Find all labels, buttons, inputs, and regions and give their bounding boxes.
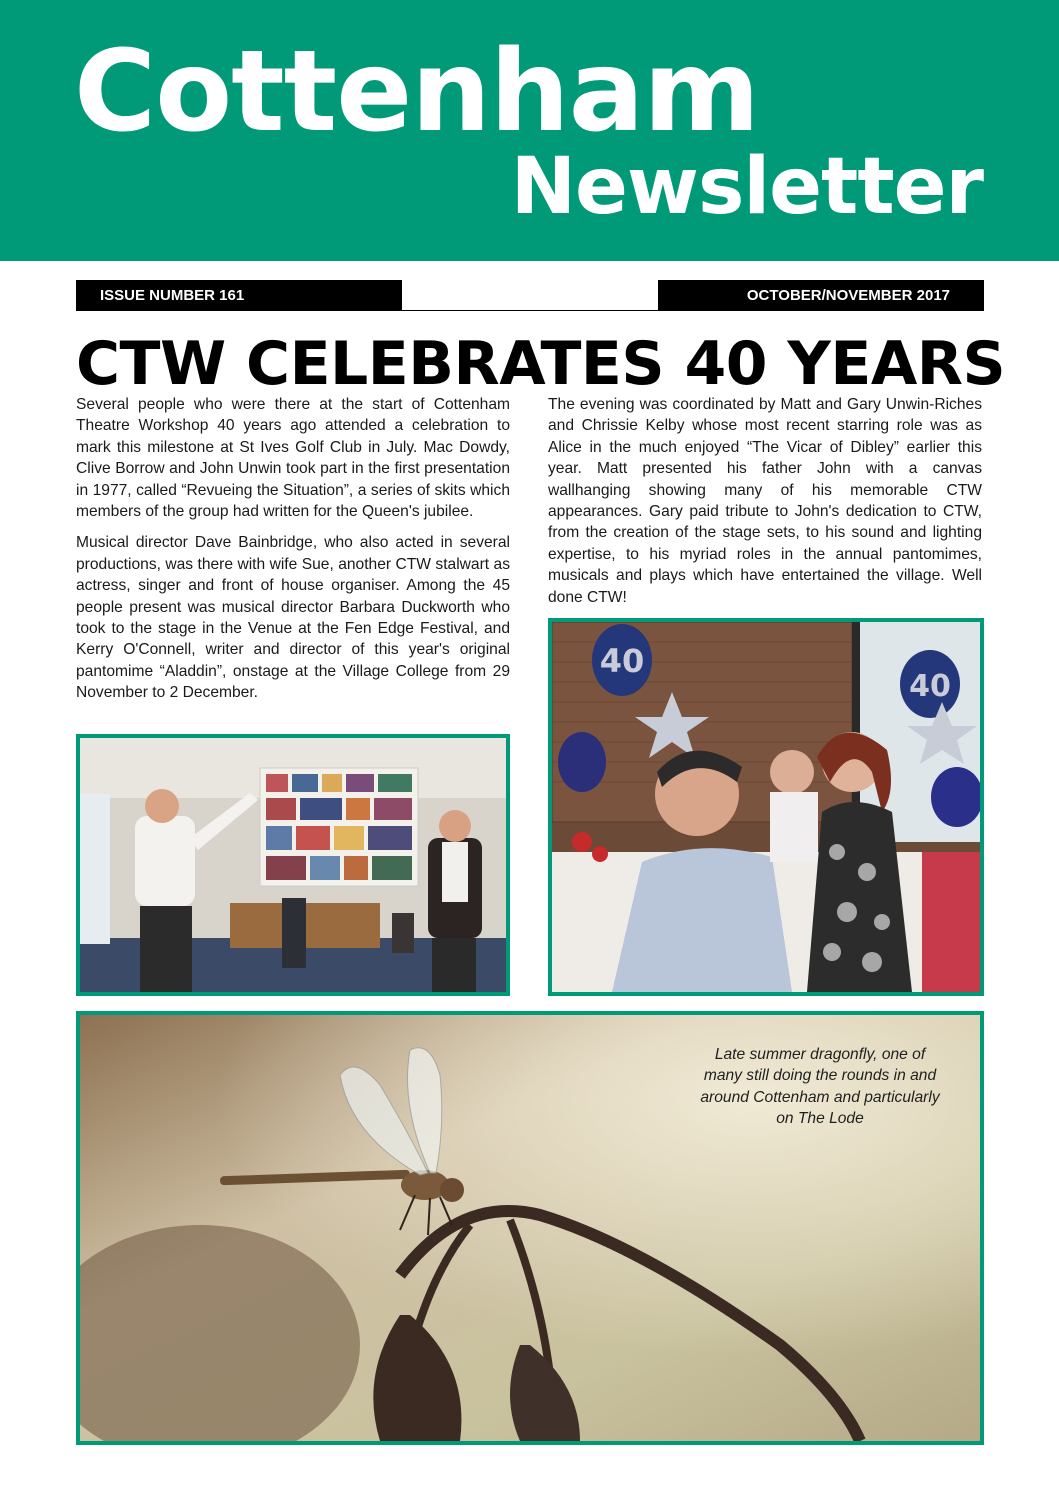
photo-dinner-party-image	[552, 622, 980, 992]
masthead-subtitle: Newsletter	[510, 142, 983, 232]
masthead	[0, 0, 1059, 261]
photo-dinner-party	[548, 618, 984, 996]
issue-bar-divider	[402, 280, 658, 311]
masthead-title: Cottenham	[74, 27, 759, 157]
balloon-number-right: 40	[909, 669, 951, 704]
issue-bar	[76, 280, 984, 311]
article-column-right	[548, 394, 982, 618]
dragonfly-caption: Late summer dragonfly, one of many still doing the rounds in and around Cottenham and particularly on The Lode	[700, 1046, 940, 1128]
article-headline: CTW CELEBRATES 40 YEARS	[76, 329, 1006, 399]
article-paragraph: Musical director Dave Bainbridge, who also acted in several productions, was there with wife Sue, another CTW stalwart as actress, singer and front of house organiser. Among the 45 people present was musical director Barbara Duckworth who took to the stage in the Venue at the Fen Edge Festival, and Kerry O'Connell, writer and director of this year's original pantomime “Aladdin”, onstage at the Village College from 29 November to 2 December.	[76, 534, 510, 702]
article-paragraph: The evening was coordinated by Matt and Gary Unwin-Riches and Chrissie Kelby whose most recent starring role was as Alice in the much enjoyed “The Vicar of Dibley” earlier this year. Matt presented his father John with a canvas wallhanging showing many of his memorable CTW appearances. Gary paid tribute to John's dedication to CTW, from the creation of the stage sets, to his sound and lighting expertise, to his myriad roles in the annual pantomimes, musicals and plays which have entertained the village. Well done CTW!	[548, 396, 982, 606]
article-paragraph: Several people who were there at the start of Cottenham Theatre Workshop 40 years ago attended a celebration to mark this milestone at St Ives Golf Club in July. Mac Dowdy, Clive Borrow and John Unwin took part in the first presentation in 1977, called “Revueing the Situation”, a series of skits which members of the group had written for the Queen's jubilee.	[76, 396, 510, 521]
balloon-number: 40	[599, 642, 645, 680]
issue-date: OCTOBER/NOVEMBER 2017	[658, 280, 984, 311]
article-column-left	[76, 394, 510, 714]
photo-celebration-board	[76, 734, 510, 996]
photo-celebration-board-image	[80, 738, 506, 992]
issue-number: ISSUE NUMBER 161	[76, 280, 402, 311]
